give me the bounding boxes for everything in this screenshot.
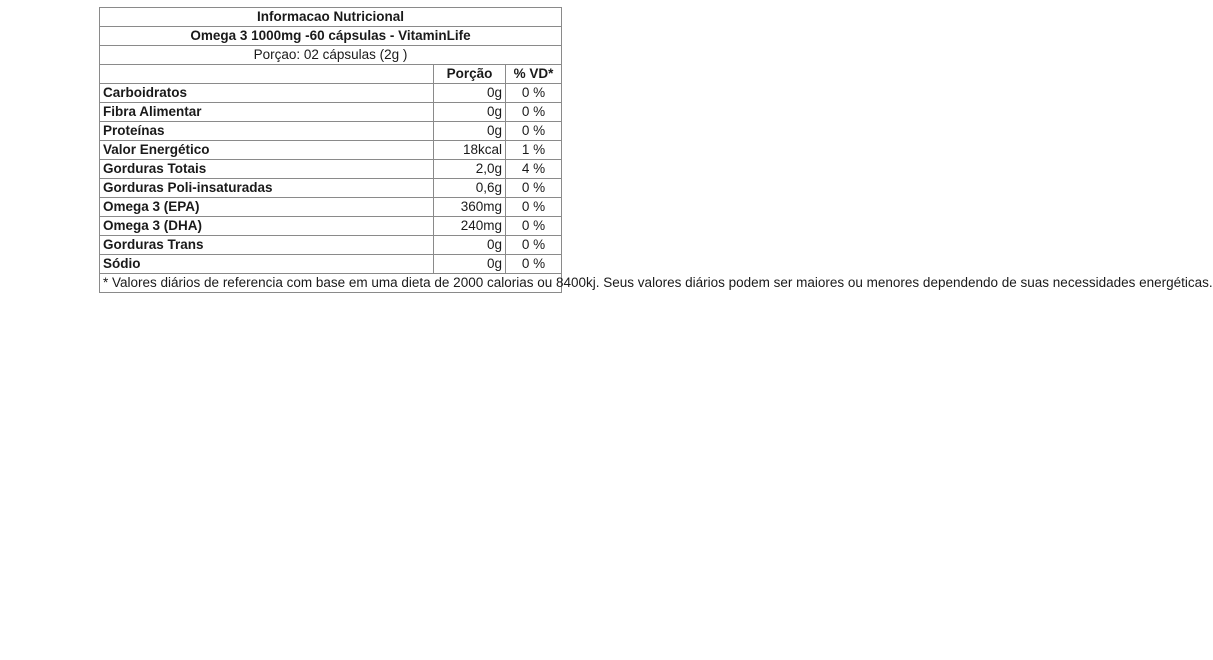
column-header-portion: Porção bbox=[434, 65, 506, 84]
nutrient-portion: 0g bbox=[434, 103, 506, 122]
nutrient-name: Gorduras Poli-insaturadas bbox=[100, 179, 434, 198]
nutrient-dv: 1 % bbox=[506, 141, 562, 160]
nutrient-portion: 0g bbox=[434, 122, 506, 141]
table-row bbox=[100, 122, 562, 141]
nutrient-dv: 0 % bbox=[506, 84, 562, 103]
serving-row bbox=[100, 46, 562, 65]
nutrient-name: Omega 3 (DHA) bbox=[100, 217, 434, 236]
nutrient-portion: 360mg bbox=[434, 198, 506, 217]
footnote-row bbox=[100, 274, 562, 293]
table-row bbox=[100, 141, 562, 160]
label-title: Informacao Nutricional bbox=[100, 8, 562, 27]
nutrient-portion: 2,0g bbox=[434, 160, 506, 179]
nutrient-dv: 4 % bbox=[506, 160, 562, 179]
column-header-dv: % VD* bbox=[506, 65, 562, 84]
title-row bbox=[100, 8, 562, 27]
header-blank-cell bbox=[100, 65, 434, 84]
table-row bbox=[100, 236, 562, 255]
header-row bbox=[100, 65, 562, 84]
nutrient-dv: 0 % bbox=[506, 255, 562, 274]
nutrient-name: Omega 3 (EPA) bbox=[100, 198, 434, 217]
table-row bbox=[100, 84, 562, 103]
table-row bbox=[100, 160, 562, 179]
nutrient-portion: 0g bbox=[434, 255, 506, 274]
nutrient-dv: 0 % bbox=[506, 236, 562, 255]
serving-size: Porçao: 02 cápsulas (2g ) bbox=[100, 46, 562, 65]
nutrient-name: Carboidratos bbox=[100, 84, 434, 103]
nutrient-dv: 0 % bbox=[506, 103, 562, 122]
table-row bbox=[100, 103, 562, 122]
nutrition-table bbox=[99, 7, 1213, 293]
nutrient-dv: 0 % bbox=[506, 198, 562, 217]
nutrition-facts-label bbox=[99, 7, 1213, 293]
table-row bbox=[100, 179, 562, 198]
nutrient-name: Gorduras Trans bbox=[100, 236, 434, 255]
nutrient-portion: 0,6g bbox=[434, 179, 506, 198]
nutrient-name: Proteínas bbox=[100, 122, 434, 141]
subtitle-row bbox=[100, 27, 562, 46]
nutrient-dv: 0 % bbox=[506, 122, 562, 141]
nutrient-portion: 18kcal bbox=[434, 141, 506, 160]
nutrient-portion: 0g bbox=[434, 84, 506, 103]
nutrient-name: Fibra Alimentar bbox=[100, 103, 434, 122]
table-row bbox=[100, 217, 562, 236]
footnote: * Valores diários de referencia com base em uma dieta de 2000 calorias ou 8400kj. Seus valores diários podem ser maiores ou menores dependendo de suas necessidades energéticas. bbox=[100, 274, 562, 293]
nutrient-name: Valor Energético bbox=[100, 141, 434, 160]
nutrient-name: Sódio bbox=[100, 255, 434, 274]
nutrient-portion: 0g bbox=[434, 236, 506, 255]
nutrient-portion: 240mg bbox=[434, 217, 506, 236]
nutrient-dv: 0 % bbox=[506, 217, 562, 236]
nutrient-dv: 0 % bbox=[506, 179, 562, 198]
table-row bbox=[100, 198, 562, 217]
table-row bbox=[100, 255, 562, 274]
nutrient-name: Gorduras Totais bbox=[100, 160, 434, 179]
product-name: Omega 3 1000mg -60 cápsulas - VitaminLife bbox=[100, 27, 562, 46]
